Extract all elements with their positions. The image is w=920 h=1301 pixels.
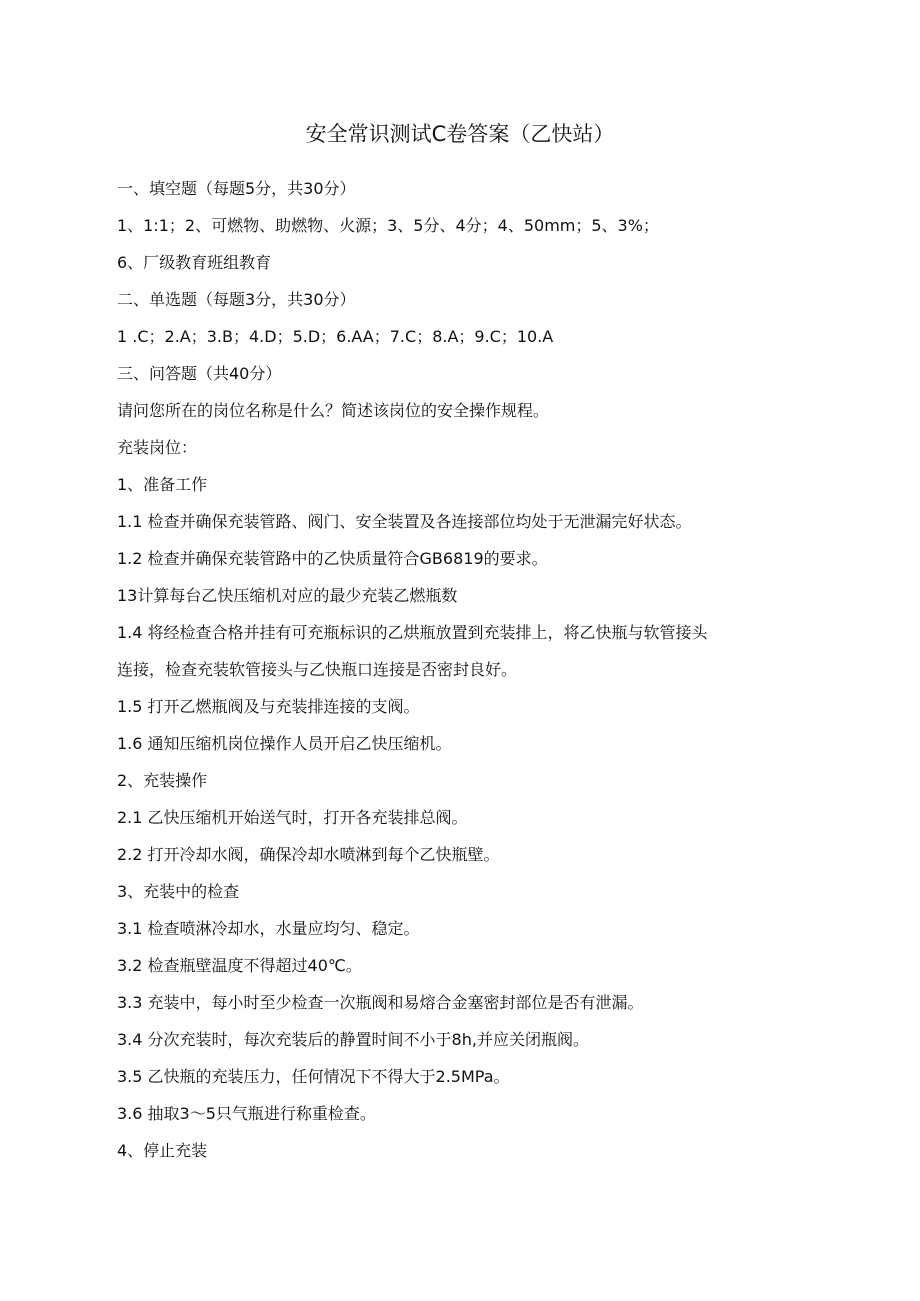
document-body bbox=[117, 170, 817, 1169]
answer-line: 1、1:1；2、可燃物、助燃物、火源；3、5分、4分；4、50mm；5、3%； bbox=[117, 216, 659, 235]
procedure-step: 3.6 抽取3～5只气瓶进行称重检查。 bbox=[117, 1104, 376, 1123]
subsection-heading: 2、充装操作 bbox=[117, 771, 208, 790]
procedure-step: 3.3 充装中，每小时至少检查一次瓶阀和易熔合金塞密封部位是否有泄漏。 bbox=[117, 993, 644, 1012]
question-line: 请问您所在的岗位名称是什么？简述该岗位的安全操作规程。 bbox=[117, 401, 550, 420]
procedure-step: 2.2 打开冷却水阀，确保冷却水喷淋到每个乙快瓶壁。 bbox=[117, 845, 500, 864]
procedure-step: 1.5 打开乙燃瓶阀及与充装排连接的支阀。 bbox=[117, 697, 420, 716]
subsection-heading: 4、停止充装 bbox=[117, 1141, 208, 1160]
document-title: 安全常识测试C卷答案（乙快站） bbox=[305, 122, 615, 146]
procedure-step: 1.4 将经检查合格并挂有可充瓶标识的乙烘瓶放置到充装排上，将乙快瓶与软管接头 bbox=[117, 623, 708, 642]
post-heading: 充装岗位： bbox=[117, 438, 198, 457]
procedure-step: 3.5 乙快瓶的充装压力，任何情况下不得大于2.5MPa。 bbox=[117, 1067, 510, 1086]
section-heading-qa: 三、问答题（共40分） bbox=[117, 364, 282, 383]
procedure-step: 3.4 分次充装时，每次充装后的静置时间不小于8h,并应关闭瓶阀。 bbox=[117, 1030, 589, 1049]
section-heading-single-choice: 二、单选题（每题3分，共30分） bbox=[117, 290, 356, 309]
answer-line: 6、厂级教育班组教育 bbox=[117, 253, 272, 272]
section-heading-fill-blank: 一、填空题（每题5分，共30分） bbox=[117, 179, 356, 198]
procedure-step: 3.1 检查喷淋冷却水，水量应均匀、稳定。 bbox=[117, 919, 420, 938]
procedure-step-continued: 连接，检查充装软管接头与乙快瓶口连接是否密封良好。 bbox=[117, 660, 518, 679]
subsection-heading: 3、充装中的检查 bbox=[117, 882, 240, 901]
procedure-step: 1.1 检查并确保充装管路、阀门、安全装置及各连接部位均处于无泄漏完好状态。 bbox=[117, 512, 692, 531]
procedure-step: 1.6 通知压缩机岗位操作人员开启乙快压缩机。 bbox=[117, 734, 452, 753]
answer-line: 1 .C；2.A；3.B；4.D；5.D；6.AA；7.C；8.A；9.C；10.A bbox=[117, 327, 554, 346]
procedure-step: 13计算每台乙快压缩机对应的最少充装乙燃瓶数 bbox=[117, 586, 458, 605]
procedure-step: 3.2 检查瓶壁温度不得超过40℃。 bbox=[117, 956, 362, 975]
subsection-heading: 1、准备工作 bbox=[117, 475, 208, 494]
procedure-step: 2.1 乙快压缩机开始送气时，打开各充装排总阀。 bbox=[117, 808, 468, 827]
procedure-step: 1.2 检查并确保充装管路中的乙快质量符合GB6819的要求。 bbox=[117, 549, 548, 568]
